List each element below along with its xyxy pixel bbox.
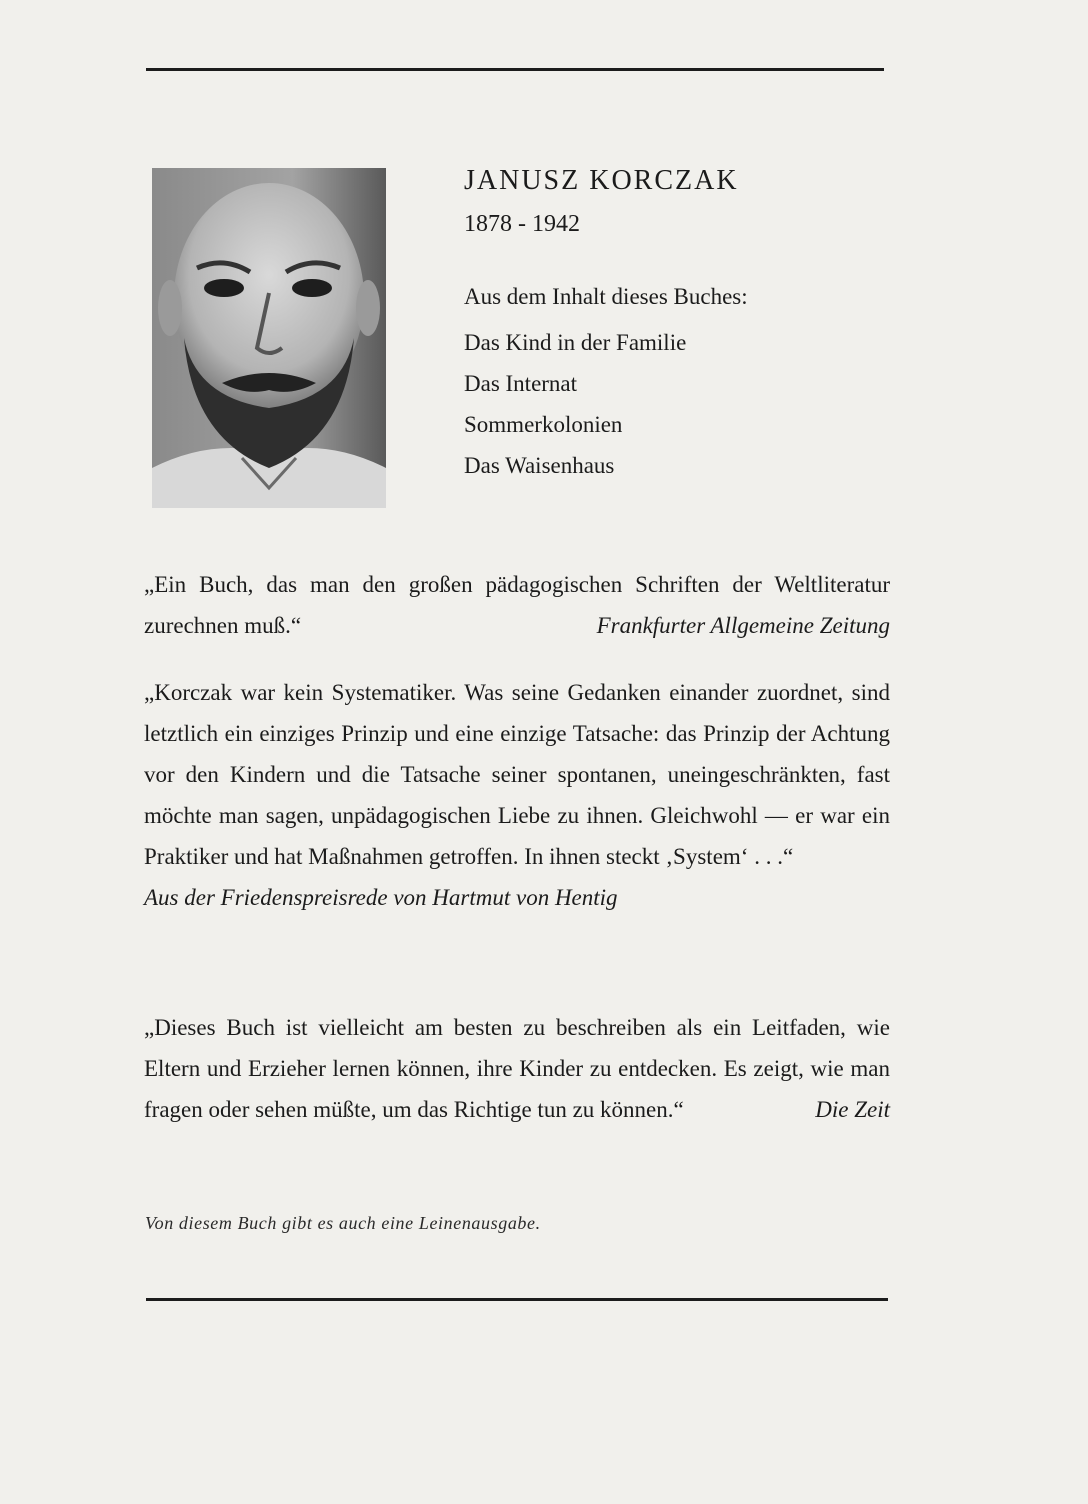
review-quote — [144, 1007, 890, 1130]
quote-source: Aus der Friedenspreisrede von Hartmut von Hentig — [144, 885, 618, 910]
list-item: Das Waisenhaus — [464, 453, 615, 478]
author-dates: 1878 - 1942 — [464, 211, 580, 237]
author-name: JANUSZ KORCZAK — [464, 165, 739, 196]
bottom-rule — [146, 1298, 888, 1301]
review-quote — [144, 672, 890, 918]
quote-source: Frankfurter Allgemeine Zeitung — [596, 613, 890, 638]
contents-list — [464, 322, 884, 486]
list-item: Sommerkolonien — [464, 412, 623, 437]
list-item: Das Internat — [464, 371, 578, 396]
edition-note: Von diesem Buch gibt es auch eine Leinenausgabe. — [145, 1213, 541, 1233]
portrait-illustration — [152, 168, 386, 508]
quote-text: „Ein Buch, das man den großen pädagogischen Schriften der Weltliteratur zurechnen muß.“ — [144, 572, 890, 638]
quote-text: „Korczak war kein Systematiker. Was seine Gedanken einander zuordnet, sind letztlich ein einziges Prinzip und eine einzige Tatsache: das Prinzip der Achtung vor den Kindern und die Tatsache seiner spontanen, uneingeschränkten, fast möchte man sagen, unpädagogischen Liebe zu ihnen. Gleichwohl — er war ein Praktiker und hat Maßnahmen getroffen. In ihnen steckt ‚System‘ . . .“ — [144, 680, 890, 869]
contents-heading: Aus dem Inhalt dieses Buches: — [464, 284, 748, 309]
review-quote — [144, 564, 890, 646]
book-contents — [464, 280, 884, 486]
list-item: Das Kind in der Familie — [464, 330, 687, 355]
author-heading — [464, 164, 884, 240]
quote-text: „Dieses Buch ist vielleicht am besten zu beschreiben als ein Leitfaden, wie Eltern und Erzieher lernen können, ihre Kinder zu entdecken. Es zeigt, wie man fragen oder sehen müßte, um das Richtige tun zu können.“ — [144, 1015, 890, 1122]
quote-source: Die Zeit — [815, 1097, 890, 1122]
top-rule — [146, 68, 884, 71]
author-portrait — [152, 168, 386, 508]
